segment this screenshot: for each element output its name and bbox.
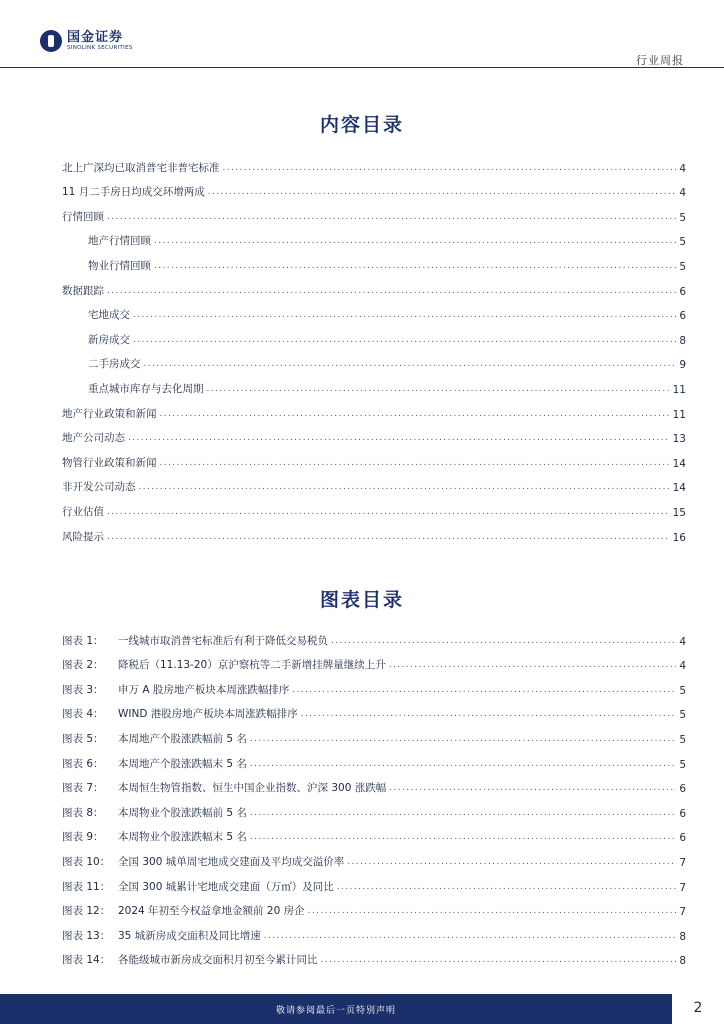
toc-list — [62, 150, 686, 544]
figure-entry-label: 本周地产个股涨跌幅前 5 名 — [118, 732, 247, 745]
figure-entry-page: 7 — [679, 856, 686, 869]
toc-entry-page: 14 — [672, 482, 686, 495]
toc-leader-dots — [107, 210, 676, 224]
figure-entry-label: 一线城市取消普宅标准后有利于降低交易税负 — [118, 634, 328, 647]
toc-leader-dots — [107, 530, 670, 544]
toc-leader-dots — [160, 407, 670, 421]
figure-entry-label: 降税后（11.13-20）京沪察杭等二手新增挂牌量继续上升 — [118, 659, 386, 672]
figure-entry-number: 图表 12： — [62, 905, 111, 918]
toc-entry-page: 5 — [679, 236, 686, 249]
figure-leader-dots — [308, 904, 677, 918]
page-number: 2 — [693, 1000, 703, 1016]
toc-entry-label: 风险提示 — [62, 530, 104, 543]
toc-entry-label: 物业行情回顾 — [88, 259, 151, 272]
figure-entry[interactable] — [62, 795, 686, 820]
logo-icon — [40, 30, 62, 52]
figure-entry-label: 本周地产个股涨跌幅末 5 名 — [118, 757, 247, 770]
logo-name-cn: 国金证券 — [67, 29, 124, 45]
toc-entry[interactable] — [62, 298, 686, 323]
logo-name-en: SINOLINK SECURITIES — [67, 44, 133, 51]
figure-entry-label: 全国 300 城累计宅地成交建面（万㎡）及同比 — [118, 880, 334, 893]
figure-entry-page: 7 — [679, 881, 686, 894]
toc-entry[interactable] — [62, 494, 686, 519]
figure-entry-label: 申万 A 股房地产板块本周涨跌幅排序 — [118, 683, 290, 696]
toc-entry[interactable] — [62, 470, 686, 495]
toc-entry-page: 8 — [679, 334, 686, 347]
figure-leader-dots — [331, 634, 676, 648]
toc-entry-label: 数据跟踪 — [62, 284, 104, 297]
toc-entry-page: 9 — [679, 359, 686, 372]
figure-entry-number: 图表 8： — [62, 806, 104, 819]
toc-entry-page: 11 — [672, 383, 686, 396]
toc-entry-label: 重点城市库存与去化周期 — [88, 382, 204, 395]
toc-entry[interactable] — [62, 199, 686, 224]
toc-entry[interactable] — [62, 445, 686, 470]
figures-toc-title: 图表目录 — [319, 589, 404, 611]
toc-entry-page: 5 — [679, 260, 686, 273]
toc-entry-page: 16 — [672, 531, 686, 544]
figure-entry-number: 图表 1： — [62, 634, 104, 647]
toc-leader-dots — [133, 308, 676, 322]
figure-leader-dots — [264, 929, 677, 943]
toc-entry-label: 行情回顾 — [62, 210, 104, 223]
figure-entry-page: 6 — [679, 783, 686, 796]
toc-title: 内容目录 — [319, 114, 404, 136]
toc-entry-page: 4 — [679, 187, 686, 200]
toc-entry[interactable] — [62, 273, 686, 298]
toc-entry-label: 地产公司动态 — [62, 432, 125, 445]
toc-entry[interactable] — [62, 150, 686, 175]
toc-entry[interactable] — [62, 421, 686, 446]
page-header — [0, 0, 724, 70]
toc-entry-label: 地产行业政策和新闻 — [62, 407, 157, 420]
figure-leader-dots — [250, 830, 676, 844]
figure-entry-page: 5 — [679, 684, 686, 697]
company-logo — [40, 30, 133, 52]
figure-leader-dots — [337, 880, 677, 894]
toc-entry-page: 14 — [672, 457, 686, 470]
toc-entry-label: 地产行情回顾 — [88, 235, 151, 248]
figure-entry-number: 图表 14： — [62, 954, 111, 967]
figure-entry-page: 6 — [679, 807, 686, 820]
figure-entry-page: 5 — [679, 733, 686, 746]
figure-entry-number: 图表 10： — [62, 855, 111, 868]
toc-entry[interactable] — [62, 224, 686, 249]
figure-leader-dots — [250, 732, 676, 746]
figure-entry-label: 本周物业个股涨跌幅末 5 名 — [118, 831, 247, 844]
figure-entry[interactable] — [62, 771, 686, 796]
figure-entry[interactable] — [62, 869, 686, 894]
figure-entry-number: 图表 2： — [62, 659, 104, 672]
toc-entry-page: 4 — [679, 162, 686, 175]
toc-entry-page: 5 — [679, 211, 686, 224]
figure-entry-page: 6 — [679, 832, 686, 845]
figure-entry[interactable] — [62, 721, 686, 746]
toc-entry-label: 非开发公司动态 — [62, 481, 136, 494]
header-divider — [0, 67, 724, 68]
toc-leader-dots — [208, 185, 677, 199]
toc-entry[interactable] — [62, 175, 686, 200]
toc-entry-page: 6 — [679, 285, 686, 298]
toc-leader-dots — [128, 431, 670, 445]
figure-leader-dots — [389, 781, 676, 795]
figure-entry-label: 2024 年初至今权益拿地金额前 20 房企 — [118, 905, 305, 918]
footer-disclaimer: 敬请参阅最后一页特别声明 — [275, 1006, 396, 1016]
figure-entry-page: 7 — [679, 906, 686, 919]
figure-entry-number: 图表 9： — [62, 831, 104, 844]
toc-entry[interactable] — [62, 248, 686, 273]
toc-entry[interactable] — [62, 347, 686, 372]
figure-entry-number: 图表 13： — [62, 929, 111, 942]
toc-leader-dots — [207, 382, 670, 396]
figure-leader-dots — [250, 806, 676, 820]
figure-entry-page: 4 — [679, 635, 686, 648]
toc-entry[interactable] — [62, 371, 686, 396]
figure-leader-dots — [389, 658, 677, 672]
toc-entry-label: 新房成交 — [88, 333, 130, 346]
figure-leader-dots — [301, 707, 677, 721]
page-footer — [0, 994, 724, 1024]
toc-leader-dots — [223, 161, 677, 175]
figure-entry-page: 8 — [679, 955, 686, 968]
figure-entry-label: 本周恒生物管指数、恒生中国企业指数、沪深 300 涨跌幅 — [118, 782, 387, 795]
figure-entry[interactable] — [62, 648, 686, 673]
toc-leader-dots — [160, 456, 670, 470]
toc-entry-label: 行业估值 — [62, 505, 104, 518]
toc-entry-page: 11 — [672, 408, 686, 421]
toc-leader-dots — [107, 505, 670, 519]
figure-entry-label: 35 城新房成交面积及同比增速 — [118, 929, 261, 942]
figure-leader-dots — [292, 683, 676, 697]
figure-leader-dots — [250, 757, 676, 771]
toc-entry-label: 宅地成交 — [88, 309, 130, 322]
figure-entry-number: 图表 7： — [62, 782, 104, 795]
figure-entry[interactable] — [62, 820, 686, 845]
figure-entry-number: 图表 11： — [62, 880, 111, 893]
toc-entry[interactable] — [62, 322, 686, 347]
figure-entry-number: 图表 4： — [62, 708, 104, 721]
figure-entry-label: 全国 300 城单周宅地成交建面及平均成交溢价率 — [118, 855, 345, 868]
toc-entry-label: 11 月二手房日均成交环增两成 — [62, 186, 205, 199]
toc-entry-page: 6 — [679, 310, 686, 323]
figure-entry-label: WIND 港股房地产板块本周涨跌幅排序 — [118, 708, 298, 721]
toc-entry-label: 二手房成交 — [88, 358, 141, 371]
toc-leader-dots — [107, 284, 676, 298]
figure-entry-number: 图表 3： — [62, 683, 104, 696]
report-type: 行业周报 — [636, 54, 684, 67]
toc-entry-page: 15 — [672, 506, 686, 519]
figure-entry[interactable] — [62, 918, 686, 943]
figure-entry[interactable] — [62, 844, 686, 869]
figure-entry[interactable] — [62, 894, 686, 919]
toc-entry[interactable] — [62, 396, 686, 421]
figure-entry-label: 本周物业个股涨跌幅前 5 名 — [118, 806, 247, 819]
figure-entry-page: 4 — [679, 660, 686, 673]
figure-entry[interactable] — [62, 746, 686, 771]
figure-entry-number: 图表 6： — [62, 757, 104, 770]
figure-entry-page: 8 — [679, 930, 686, 943]
toc-leader-dots — [144, 357, 677, 371]
figures-toc-list — [62, 623, 686, 967]
toc-entry-label: 物管行业政策和新闻 — [62, 456, 157, 469]
figure-entry-page: 5 — [679, 758, 686, 771]
toc-entry-page: 13 — [672, 433, 686, 446]
figure-leader-dots — [321, 953, 677, 967]
figure-entry-number: 图表 5： — [62, 732, 104, 745]
toc-leader-dots — [133, 333, 676, 347]
toc-entry-label: 北上广深均已取消普宅非普宅标准 — [62, 161, 220, 174]
figure-leader-dots — [347, 855, 676, 869]
figure-entry[interactable] — [62, 697, 686, 722]
figure-entry[interactable] — [62, 943, 686, 968]
figure-entry[interactable] — [62, 672, 686, 697]
toc-leader-dots — [139, 480, 670, 494]
figure-entry-label: 各能级城市新房成交面积月初至今累计同比 — [118, 954, 318, 967]
figure-entry-page: 5 — [679, 709, 686, 722]
toc-leader-dots — [154, 234, 676, 248]
toc-entry[interactable] — [62, 519, 686, 544]
figure-entry[interactable] — [62, 623, 686, 648]
toc-leader-dots — [154, 259, 676, 273]
